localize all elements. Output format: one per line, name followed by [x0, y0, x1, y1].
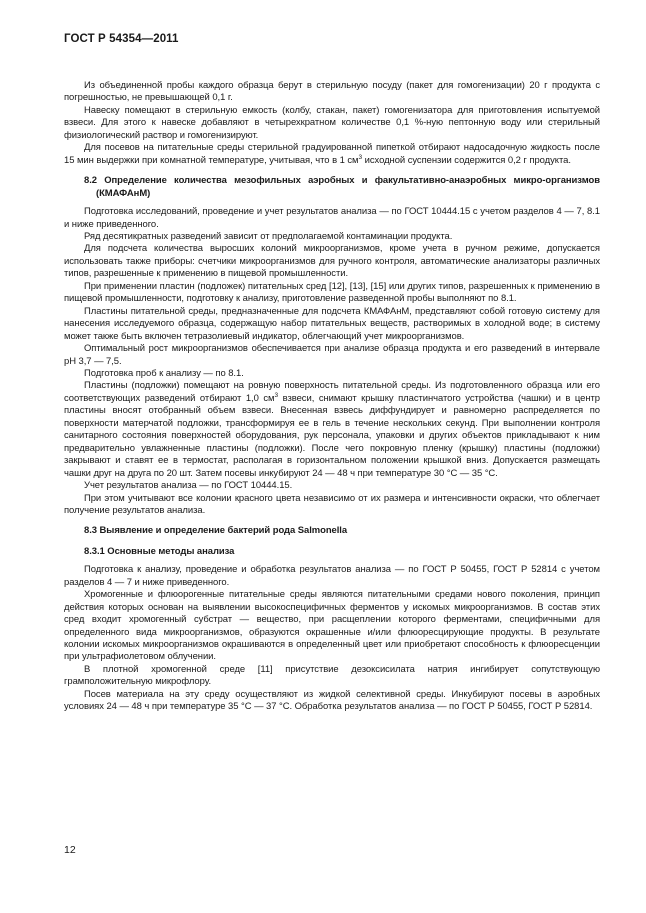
text-run: исходной суспензии содержится 0,2 г продукта.	[364, 154, 571, 166]
paragraph: Ряд десятикратных разведений зависит от предполагаемой контаминации продукта.	[84, 230, 453, 242]
paragraph: Навеску помещают в стерильную емкость (колбу, стакан, пакет) гомогенизатора для приготовления испытуемой взвеси. Для этого к навеске добавляют в четырехкратном количестве 0,1 %-ную пептонную воду или стерильный физиологический раствор и гомогенизируют.	[64, 104, 600, 141]
paragraph: Учет результатов анализа — по ГОСТ 10444.15.	[84, 480, 293, 492]
text-run: Пластины (подложки) помещают на ровную поверхность питательной среды. Из подготовленного образца или его соответствующих разведений отбирают 1,0 см	[64, 380, 600, 404]
paragraph	[64, 380, 600, 480]
section-heading-8-3: 8.3 Выявление и определение бактерий рода Salmonella	[84, 525, 348, 537]
paragraph: Посев материала на эту среду осуществляют из жидкой селективной среды. Инкубируют посевы в аэробных условиях 24 — 48 ч при температуре 35 °С — 37 °С. Обработка результатов анализа — по ГОСТ Р 50455, ГОСТ Р 52814.	[64, 688, 600, 713]
paragraph: Для подсчета количества выросших колоний микроорганизмов, кроме учета в ручном режиме, допускается использовать также приборы: счетчики микроорганизмов для ручного контроля, автоматические анализаторы различных типов, разрешенные к применению в пищевой промышленности.	[64, 243, 600, 280]
superscript: 3	[274, 391, 279, 399]
page-number: 12	[64, 844, 76, 856]
paragraph: Подготовка исследований, проведение и учет результатов анализа — по ГОСТ 10444.15 с учетом разделов 4 — 7, 8.1 и ниже приведенного.	[64, 206, 600, 230]
paragraph: Пластины питательной среды, предназначенные для подсчета КМАФАнМ, представляют собой готовую систему для нанесения исследуемого образца, содержащую набор питательных веществ, растворимых в холодной воде; в систему может также быть включен тетразолиевый индикатор, облегчающий учет микроорганизмов.	[64, 305, 600, 342]
paragraph: В плотной хромогенной среде [11] присутствие дезоксисилата натрия ингибирует сопутствующую грамположительную микрофлору.	[64, 663, 600, 688]
paragraph: Из объединенной пробы каждого образца берут в стерильную посуду (пакет для гомогенизации) 20 г продукта с погрешностью, не превышающей 0,1 г.	[64, 80, 600, 104]
paragraph: Хромогенные и флюорогенные питательные среды являются питательными средами нового поколения, принцип действия которых основан на выявлении высокоспецифичных ферментов у искомых микроорганизмов. В состав этих сред входит хромогенный субстрат — вещество, при расщеплении которого ферментами, специфичными для определенного вида микроорганизмов, образуются окрашенные и/или флюоресцирующие продукты. В результате колонии искомых микроорганизмов окрашиваются в определенный цвет или приобретают способность к флюоресценции при ультрафиолетовом облучении.	[64, 589, 600, 663]
text-run: Для посевов на питательные среды стерильной градуированной пипеткой отбирают надосадочную жидкость после 15 мин выдержки при комнатной температуре, учитывая, что в 1 см	[64, 142, 600, 166]
section-heading-8-3-1: 8.3.1 Основные методы анализа	[84, 545, 235, 557]
paragraph: При этом учитывают все колонии красного цвета независимо от их размера и интенсивности окраски, что облегчает получение результатов анализа.	[64, 492, 600, 516]
document-body	[64, 80, 600, 714]
paragraph	[64, 142, 600, 167]
paragraph: Подготовка проб к анализу — по 8.1.	[84, 367, 244, 379]
text-run: взвеси, снимают крышку пластинчатого устройства (чашки) и в центр пластины вносят отобранный объем взвеси. Внесенная взвесь диффундирует и равномерно распределяется по поверхности матерчатой подложки, трансформируя ее в гель в течение нескольких секунд. При выполнении контроля санитарного состояния поверхностей оборудования, рук персонала, упаковки и других объектов прикладывают к ним предварительно увлажненные пластины (подложки). После чего покровную пленку (крышку) пластины (подложки) закрывают и ставят ее в термостат, располагая в горизонтальном положении крышкой вниз. Допускается размещать чашки друг на друга по 20 шт. Затем посевы инкубируют 24 — 48 ч при температуре 30 °С — 35 °С.	[64, 392, 600, 479]
section-heading-8-2: 8.2 Определение количества мезофильных аэробных и факультативно-анаэробных микро-организмов (КМАФАнМ)	[84, 175, 600, 199]
superscript: 3	[358, 153, 363, 161]
paragraph: Оптимальный рост микроорганизмов обеспечивается при анализе образца продукта и его разведений в интервале pH 3,7 — 7,5.	[64, 343, 600, 367]
paragraph: При применении пластин (подложек) питательных сред [12], [13], [15] или других типов, разрешенных к применению в пищевой промышленности, подготовку к анализу, приготовление разведенной пробы выполняют по 8.1.	[64, 280, 600, 305]
paragraph: Подготовка к анализу, проведение и обработка результатов анализа — по ГОСТ Р 50455, ГОСТ Р 52814 с учетом разделов 4 — 7 и ниже приведенного.	[64, 564, 600, 588]
document-header: ГОСТ Р 54354—2011	[64, 33, 179, 45]
